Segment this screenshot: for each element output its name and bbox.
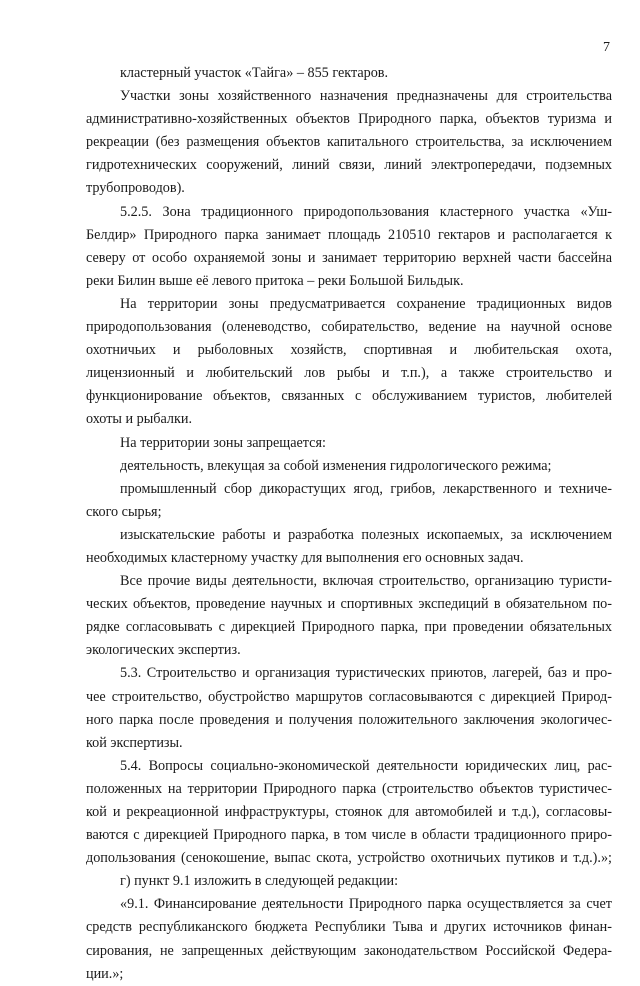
text-line: промышленный сбор дикорастущих ягод, грибов, лекарственного и техниче- [120, 480, 612, 497]
text-line: Участки зоны хозяйственного назначения предназначены для строительства [120, 88, 612, 105]
text-line: допользования (сенокошение, выпас скота, устройство охотничьих путиков и т.д.).»; [86, 850, 612, 867]
text-line: трубопроводов). [86, 180, 185, 197]
text-line: ции.»; [86, 965, 124, 982]
text-line: изыскательские работы и разработка полезных ископаемых, за исключением [120, 526, 612, 543]
document-body [86, 62, 612, 986]
text-line: охотничьих и рыболовных хозяйств, спортивная и любительская охота, [86, 342, 612, 359]
text-line: кой и рекреационной инфраструктуры, стоянок для автомобилей и т.д.), согласовы- [86, 804, 612, 820]
text-line: функционирование объектов, связанных с обслуживанием туристов, любителей [86, 388, 612, 405]
text-line: Белдир» Природного парка занимает площадь 210510 гектаров и располагается к [86, 226, 612, 243]
text-line: ческих объектов, проведение научных и спортивных экспедиций в обязательном по- [86, 596, 612, 613]
text-line: северу от особо охраняемой зоны и занимает территорию верхней части бассейна [86, 249, 612, 266]
text-line: деятельность, влекущая за собой изменения гидрологического режима; [120, 457, 552, 474]
text-line: 5.4. Вопросы социально-экономической деятельности юридических лиц, рас- [120, 757, 612, 774]
text-line: охоты и рыбалки. [86, 411, 192, 428]
text-line: природопользования (оленеводство, собирательство, ведение на научной основе [86, 319, 612, 336]
text-line: На территории зоны предусматривается сохранение традиционных видов [120, 295, 612, 312]
text-line: 5.2.5. Зона традиционного природопользования кластерного участка «Уш- [120, 203, 612, 220]
text-line: Все прочие виды деятельности, включая строительство, организацию туристи- [120, 573, 612, 590]
text-line: гидротехнических сооружений, линий связи, линий электропередачи, подземных [86, 157, 612, 174]
text-line: административно-хозяйственных объектов Природного парка, объектов туризма и [86, 111, 612, 128]
text-line: 5.3. Строительство и организация туристических приютов, лагерей, баз и про- [120, 665, 612, 682]
text-line: кластерный участок «Тайга» – 855 гектаров. [120, 65, 389, 81]
text-line: ваются с дирекцией Природного парка, в том числе в области традиционного приро- [86, 827, 612, 844]
text-line: рекреации (без размещения объектов капитального строительства, за исключением [86, 134, 612, 151]
text-line: лицензионный и любительский лов рыбы и т.п.), а также строительство и [86, 365, 612, 382]
text-line: «9.1. Финансирование деятельности Природного парка осуществляется за счет [120, 896, 612, 913]
text-line: средств республиканского бюджета Республики Тыва и других источников финан- [86, 919, 612, 936]
text-line: рядке согласовывать с дирекцией Природного парка, при проведении обязательных [86, 619, 612, 636]
text-line: ного парка после проведения и получения положительного заключения экологичес- [86, 711, 612, 728]
text-line: сирования, не запрещенных действующим законодательством Российской Федера- [86, 942, 612, 959]
text-line: реки Билин выше её левого притока – реки Большой Бильдык. [86, 272, 464, 289]
text-line: чее строительство, обустройство маршрутов согласовываются с дирекцией Природ- [86, 688, 612, 705]
text-line: г) пункт 9.1 изложить в следующей редакции: [120, 873, 399, 890]
text-line: необходимых кластерному участку для выполнения его основных задач. [86, 549, 524, 566]
text-line: На территории зоны запрещается: [120, 434, 326, 451]
text-line: экологических экспертиз. [86, 642, 241, 659]
text-line: ского сырья; [86, 503, 162, 520]
text-line: кой экспертизы. [86, 734, 183, 751]
page-number: 7 [603, 40, 610, 55]
text-line: положенных на территории Природного парка (строительство объектов туристичес- [86, 780, 612, 797]
